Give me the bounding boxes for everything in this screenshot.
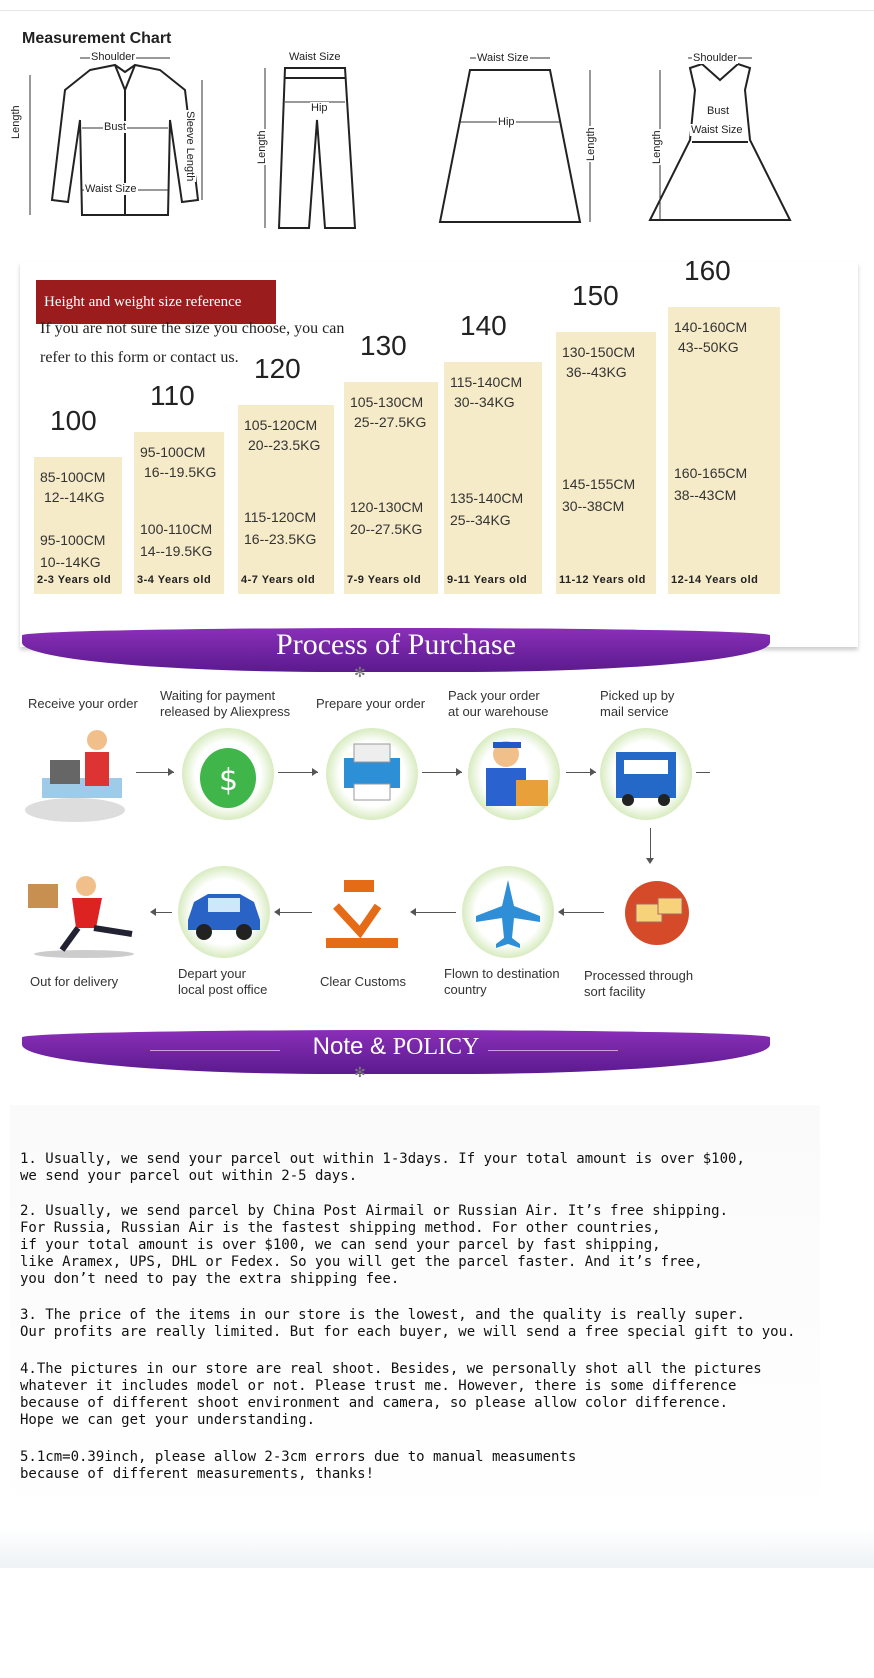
- arrow-9: [152, 912, 172, 913]
- person-at-computer-icon: [20, 720, 130, 825]
- policy-paragraph-2: 2. Usually, we send parcel by China Post Airmail or Russian Air. It’s free shipping. For Russia, Russian Air is the fastest shipping method. For other countries, if your total amount is over $100, we can send your parcel by fast shipping, like Aramex, UPS, DHL or Fedex. So you will get the parcel faster. And it’s free, you don’t need to pay the extra shipping fee.: [20, 1203, 729, 1287]
- step-label-payment: Waiting for payment released by Aliexpress: [160, 688, 291, 719]
- top-divider: [0, 10, 874, 11]
- step-label-flown: Flown to destination country: [444, 966, 560, 997]
- shirt-sleeve-label: Sleeve Length: [184, 111, 196, 182]
- age-label: 3-4 Years old: [137, 574, 212, 586]
- size-label: 120: [254, 353, 301, 384]
- weight-range-2: 16--23.5KG: [244, 530, 317, 547]
- weight-range-1: 12--14KG: [44, 489, 105, 505]
- weight-range-1: 30--34KG: [454, 394, 515, 410]
- policy-paragraph-5: 5.1cm=0.39inch, please allow 2-3cm errors due to manual measuments because of different measurements, thanks!: [20, 1449, 577, 1482]
- sparkle-icon: ✻: [354, 664, 366, 680]
- car-icon: [178, 866, 270, 958]
- policy-title-note: Note &: [312, 1033, 393, 1060]
- height-range-1: 95-100CM: [140, 444, 206, 460]
- globe-envelopes-icon: [612, 868, 702, 958]
- size-reference-panel: [20, 255, 858, 647]
- truck-icon: [600, 728, 692, 820]
- size-label: 130: [360, 330, 407, 361]
- height-range-2: 95-100CM: [40, 532, 106, 549]
- pants-waist-label: Waist Size: [289, 51, 341, 63]
- skirt-diagram: [420, 50, 610, 230]
- policy-panel: [10, 1105, 820, 1525]
- step-label-depart: Depart your local post office: [178, 966, 268, 997]
- skirt-waist-label: Waist Size: [477, 52, 529, 64]
- policy-title-policy: POLICY: [392, 1034, 480, 1060]
- airplane-icon: [462, 866, 554, 958]
- weight-range-1: 43--50KG: [678, 339, 739, 355]
- weight-range-1: 25--27.5KG: [354, 414, 427, 430]
- size-label: 100: [50, 405, 97, 436]
- weight-range-2: 20--27.5KG: [350, 520, 423, 537]
- shirt-waist-label: Waist Size: [85, 183, 137, 195]
- dress-shoulder-label: Shoulder: [693, 52, 738, 64]
- size-reference-intro-1: If you are not sure the size you choose, you can: [40, 320, 345, 337]
- size-label: 110: [150, 380, 195, 411]
- courier-running-icon: [22, 870, 152, 960]
- dress-diagram: [640, 50, 800, 230]
- customs-officer-icon: [316, 876, 406, 956]
- weight-range-2: 10--14KG: [40, 554, 101, 571]
- age-label: 11-12 Years old: [559, 574, 646, 586]
- arrow-5-stub: [696, 772, 710, 773]
- arrow-down: [650, 828, 651, 862]
- step-label-sort: Processed through sort facility: [584, 968, 694, 999]
- arrow-1: [136, 772, 174, 773]
- money-bag-icon: [182, 728, 274, 820]
- size-label: 160: [684, 255, 731, 286]
- height-range-1: 105-120CM: [244, 417, 318, 433]
- arrow-4: [566, 772, 596, 773]
- step-label-prepare: Prepare your order: [316, 696, 426, 711]
- step-label-delivery: Out for delivery: [30, 974, 119, 989]
- skirt-hip-label: Hip: [498, 116, 515, 128]
- arrow-2: [278, 772, 318, 773]
- dress-waist-label: Waist Size: [691, 124, 743, 136]
- weight-range-1: 16--19.5KG: [144, 464, 217, 480]
- height-range-1: 85-100CM: [40, 469, 106, 485]
- height-range-1: 140-160CM: [674, 319, 748, 335]
- height-range-2: 160-165CM: [674, 464, 748, 481]
- age-label: 2-3 Years old: [37, 574, 112, 586]
- age-label: 4-7 Years old: [241, 574, 316, 586]
- age-label: 7-9 Years old: [347, 574, 422, 586]
- weight-range-2: 30--38CM: [562, 498, 625, 515]
- weight-range-2: 38--43CM: [674, 486, 737, 503]
- shirt-bust-label: Bust: [104, 121, 127, 133]
- step-label-customs: Clear Customs: [320, 974, 406, 989]
- arrow-6: [560, 912, 604, 913]
- weight-range-2: 25--34KG: [450, 511, 511, 528]
- pants-length-label: Length: [256, 130, 268, 164]
- measurement-chart-title: Measurement Chart: [22, 30, 172, 47]
- weight-range-2: 14--19.5KG: [140, 543, 213, 560]
- height-range-1: 105-130CM: [350, 394, 424, 410]
- size-label: 140: [460, 310, 507, 341]
- step-label-pickup: Picked up by mail service: [600, 688, 675, 719]
- height-range-2: 135-140CM: [450, 489, 524, 506]
- weight-range-1: 36--43KG: [566, 364, 627, 380]
- shirt-shoulder-label: Shoulder: [91, 51, 136, 63]
- sparkle-icon-2: ✻: [354, 1064, 366, 1080]
- size-reference-intro-2: refer to this form or contact us.: [40, 349, 239, 366]
- skirt-length-label: Length: [585, 127, 597, 161]
- policy-paragraph-1: 1. Usually, we send your parcel out within 1-3days. If your total amount is over $100, we send your parcel out within 2-5 days.: [20, 1151, 745, 1184]
- shirt-length-label: Length: [10, 105, 22, 139]
- printer-icon: [326, 728, 418, 820]
- policy-paragraph-3: 3. The price of the items in our store is the lowest, and the quality is really super. Our profits are really limited. But for each buyer, we will send a free special gift to you.: [20, 1307, 796, 1340]
- arrow-7: [412, 912, 456, 913]
- measurement-chart: [0, 0, 874, 260]
- height-range-2: 100-110CM: [140, 521, 213, 538]
- pants-hip-label: Hip: [311, 102, 328, 114]
- age-label: 12-14 Years old: [671, 574, 759, 586]
- size-column: [238, 405, 334, 594]
- height-range-2: 120-130CM: [350, 498, 424, 515]
- dress-length-label: Length: [651, 130, 663, 164]
- size-reference-banner: Height and weight size reference: [36, 280, 276, 324]
- worker-with-boxes-icon: [468, 728, 560, 820]
- svg-text:$: $: [219, 763, 239, 798]
- height-range-2: 115-120CM: [244, 508, 317, 525]
- height-range-1: 130-150CM: [562, 344, 636, 360]
- size-label: 150: [572, 280, 619, 311]
- policy-paragraph-4: 4.The pictures in our store are real shoot. Besides, we personally shot all the pictures whatever it includes model or not. Please trust me. However, there is some difference because of different shoot environment and camera, so please allow color difference. Hope we can get your understanding.: [20, 1361, 762, 1428]
- arrow-3: [422, 772, 462, 773]
- step-label-receive: Receive your order: [28, 696, 138, 711]
- height-range-1: 115-140CM: [450, 374, 523, 390]
- weight-range-1: 20--23.5KG: [248, 437, 321, 453]
- policy-title: [22, 1033, 770, 1061]
- process-title: Process of Purchase: [276, 628, 516, 661]
- step-label-pack: Pack your order at our warehouse: [448, 688, 549, 719]
- footer-strip: [0, 1528, 874, 1568]
- dress-bust-label: Bust: [707, 105, 730, 117]
- height-range-2: 145-155CM: [562, 476, 636, 493]
- age-label: 9-11 Years old: [447, 574, 528, 586]
- arrow-8: [276, 912, 312, 913]
